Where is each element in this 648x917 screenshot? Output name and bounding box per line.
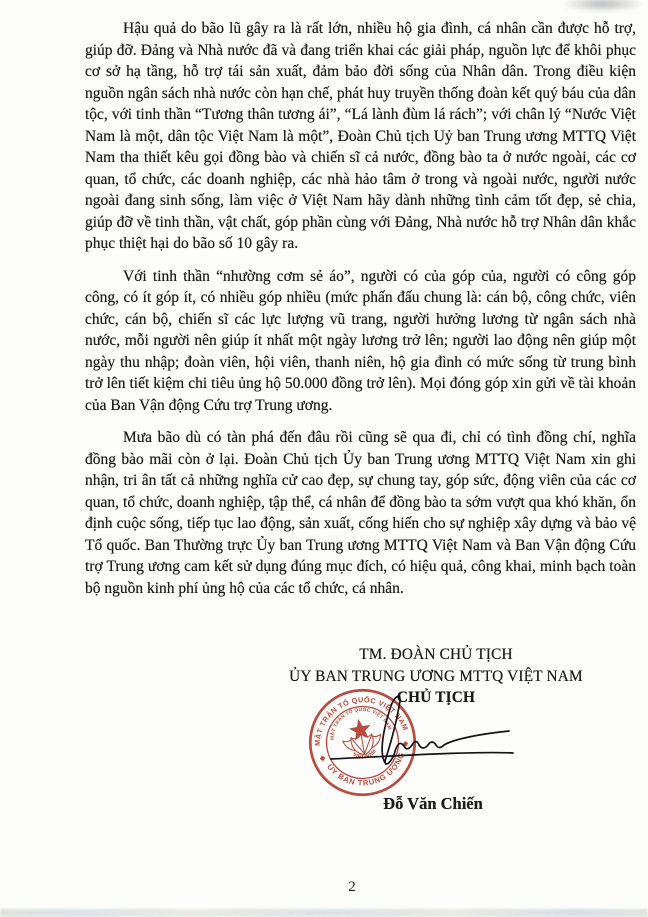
- seal-inner-text-bottom: VIỆT NAM: [351, 748, 378, 761]
- signoff-title: CHỦ TỊCH: [396, 689, 476, 706]
- scan-artifact-bottom: [0, 909, 648, 917]
- signoff-organization: ỦY BAN TRUNG ƯƠNG MTTQ VIỆT NAM: [289, 667, 583, 685]
- paragraph-2: Với tinh thần “nhường cơm sẻ áo”, người có của góp của, người có công góp công, có ít góp ít, có nhiều góp nhiều (mức phấn đấu chung là: cán bộ, công chức, viên chức, cán bộ, chiến sĩ các lực lượng vũ trang, người hưởng lương từ ngân sách nhà nước, mỗi người nên giúp ít nhất một ngày lương trở lên; người lao động nên giúp một ngày thu nhập; đoàn viên, hội viên, thanh niên, hộ gia đình có mức sống từ trung bình trở lên tiết kiệm chi tiêu ủng hộ 50.000 đồng trở lên). Mọi đóng góp xin gửi về tài khoản của Ban Vận động Cứu trợ Trung ương.: [85, 267, 636, 414]
- seal-outer-text-top: MẶT TRẬN TỔ QUỐC VIỆT NAM: [312, 695, 411, 747]
- signature-scribble: [394, 731, 509, 755]
- signoff-on-behalf: TM. ĐOÀN CHỦ TỊCH: [359, 646, 513, 663]
- paragraph-1: Hậu quả do bão lũ gây ra là rất lớn, nhiều hộ gia đình, cá nhân cần được hỗ trợ, giúp đỡ. Đảng và Nhà nước đã và đang triển khai các giải pháp, nguồn lực để khôi phục cơ sở hạ tầng, hỗ trợ tái sản xuất, đảm bảo đời sống của Nhân dân. Trong điều kiện nguồn ngân sách nhà nước còn hạn chế, phát huy truyền thống đoàn kết quý báu của dân tộc, với tinh thần “Tương thân tương ái”, “Lá lành đùm lá rách”; với chân lý “Nước Việt Nam là một, dân tộc Việt Nam là một”, Đoàn Chủ tịch Uỷ ban Trung ương MTTQ Việt Nam tha thiết kêu gọi đồng bào và chiến sĩ cả nước, đồng bào ta ở nước ngoài, các cơ quan, tổ chức, các doanh nghiệp, các nhà hảo tâm ở trong và ngoài nước, người nước ngoài đang sinh sống, làm việc ở Việt Nam hãy dành những tình cảm tốt đẹp, sẻ chia, giúp đỡ về tinh thần, vật chất, góp phần cùng với Đảng, Nhà nước hỗ trợ Nhân dân khắc phục thiệt hại do bão số 10 gây ra.: [85, 20, 636, 252]
- seal-inner-text-top: MẶT TRẬN TỔ QUỐC VIỆT NAM: [330, 707, 392, 741]
- signature-underline: [331, 753, 513, 759]
- signature: [300, 685, 640, 785]
- signature-loop: [382, 696, 400, 764]
- page-number: 2: [348, 879, 356, 895]
- seal-outer-text-bottom: ỦY BAN TRUNG ƯƠNG: [325, 750, 407, 788]
- signer-name: Đỗ Văn Chiến: [383, 794, 483, 813]
- letter-body: [85, 18, 636, 610]
- scan-artifact-top: [560, 0, 646, 12]
- paragraph-3: Mưa bão dù có tàn phá đến đâu rồi cũng sẽ qua đi, chỉ có tình đồng chí, nghĩa đồng bào mãi còn ở lại. Đoàn Chủ tịch Ủy ban Trung ương MTTQ Việt Nam xin ghi nhận, tri ân tất cả những nghĩa cử cao đẹp, sự chung tay, góp sức, động viên của các cơ quan, tổ chức, doanh nghiệp, tập thể, cá nhân để đồng bào ta sớm vượt qua khó khăn, ổn định cuộc sống, tiếp tục lao động, sản xuất, cống hiến cho sự nghiệp xây dựng và bảo vệ Tổ quốc. Ban Thường trực Ủy ban Trung ương MTTQ Việt Nam và Ban Vận động Cứu trợ Trung ương cam kết sử dụng đúng mục đích, có hiệu quả, công khai, minh bạch toàn bộ nguồn kinh phí ủng hộ của các tổ chức, cá nhân.: [85, 429, 636, 597]
